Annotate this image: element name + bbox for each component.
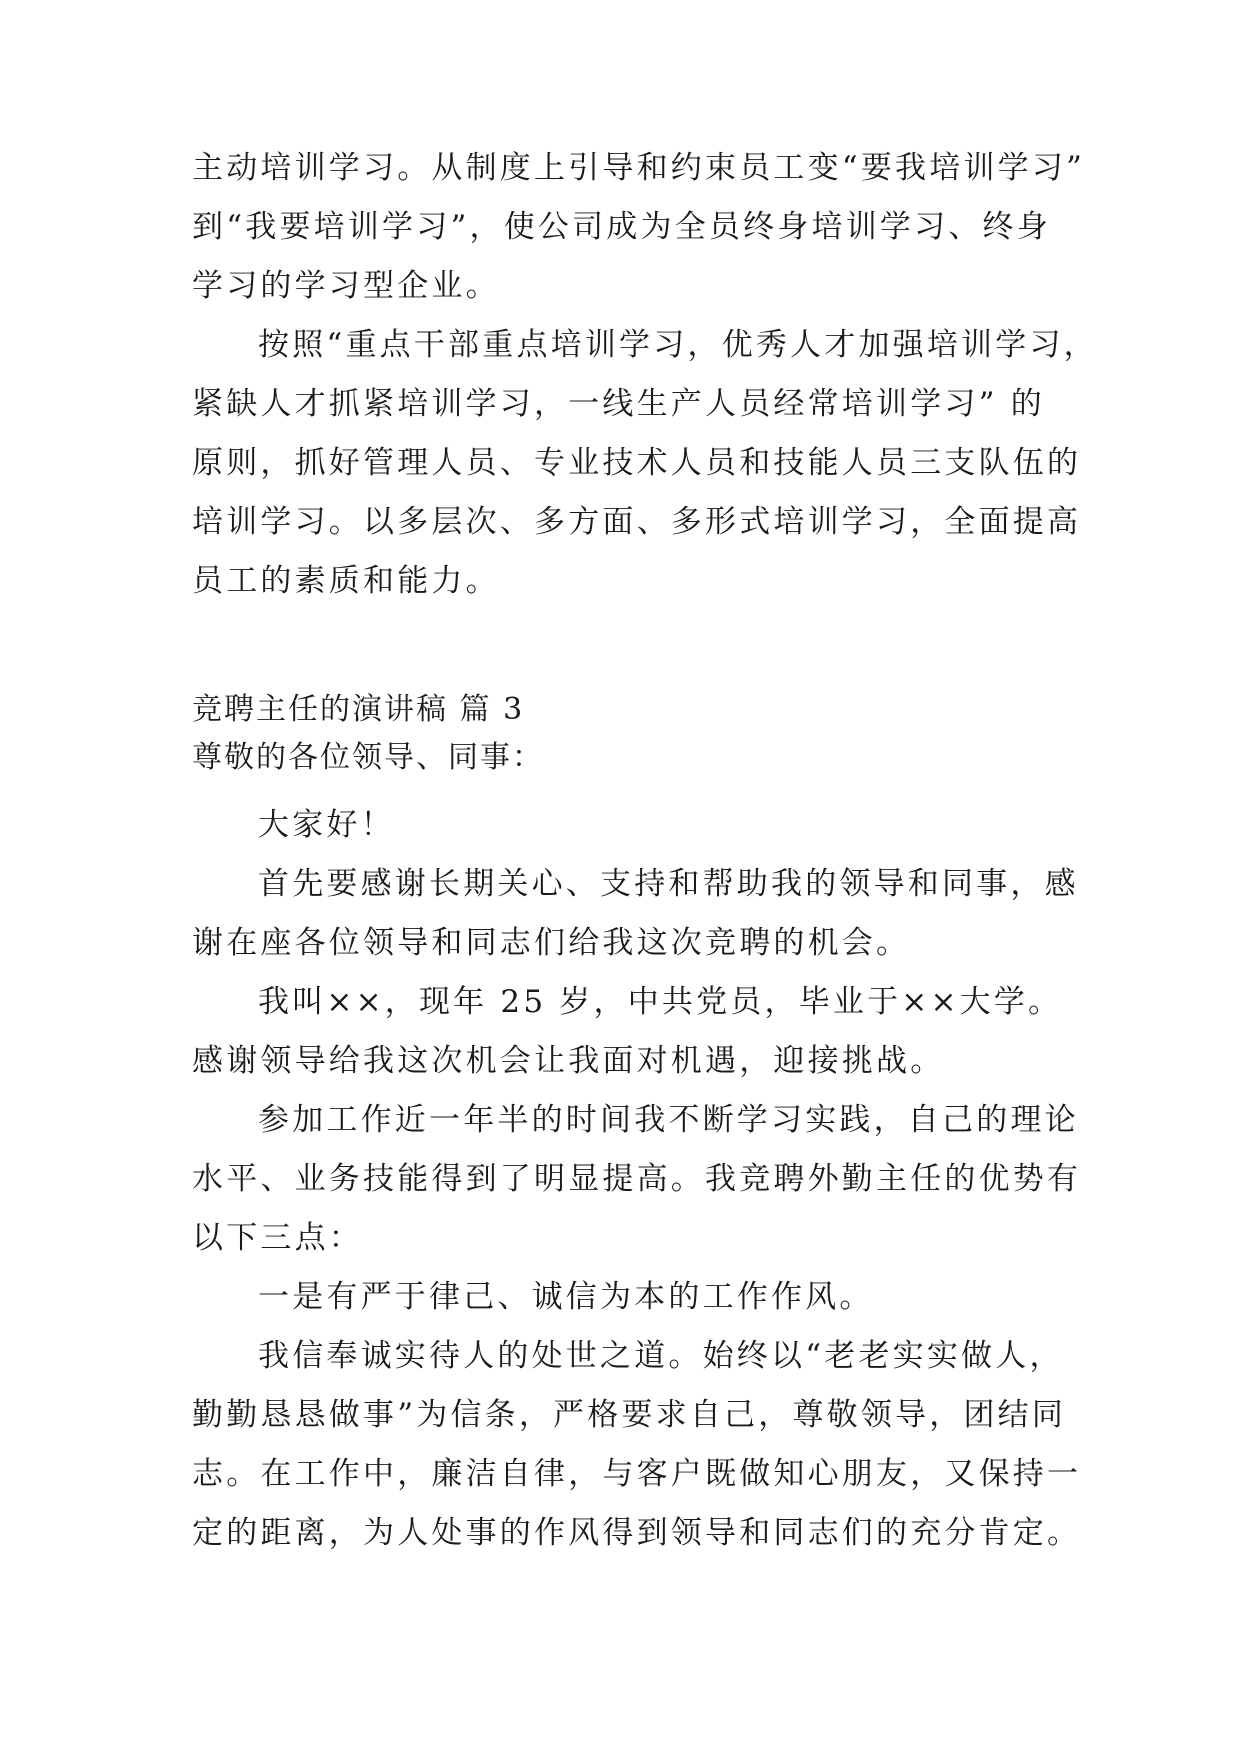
text-line: 紧缺人才抓紧培训学习，一线生产人员经常培训学习” 的: [192, 386, 1045, 422]
text-line: 勤勤恳恳做事”为信条，严格要求自己，尊敬领导，团结同: [192, 1397, 1067, 1433]
text-line: 学习的学习型企业。: [192, 268, 500, 304]
text-line: 培训学习。以多层次、多方面、多形式培训学习，全面提高: [192, 504, 1082, 540]
salutation: 尊敬的各位领导、同事：: [192, 740, 544, 775]
section-header: [192, 686, 1072, 782]
text-line: 志。在工作中，廉洁自律，与客户既做知心朋友，又保持一: [192, 1456, 1082, 1492]
text-line: 到“我要培训学习”，使公司成为全员终身培训学习、终身: [192, 209, 1051, 245]
section-title: 竞聘主任的演讲稿 篇 3: [192, 692, 525, 727]
text-line: 我叫××，现年 25 岁，中共党员，毕业于××大学。: [258, 984, 1063, 1020]
body-text-block: [192, 796, 1082, 1563]
text-line: 按照“重点干部重点培训学习，优秀人才加强培训学习，: [258, 327, 1098, 363]
text-line: 大家好！: [258, 807, 395, 843]
text-line: 参加工作近一年半的时间我不断学习实践，自己的理论: [258, 1102, 1079, 1138]
text-line: 原则，抓好管理人员、专业技术人员和技能人员三支队伍的: [192, 445, 1082, 481]
text-line: 主动培训学习。从制度上引导和约束员工变“要我培训学习”: [192, 150, 1086, 186]
text-line: 感谢领导给我这次机会让我面对机遇，迎接挑战。: [192, 1043, 945, 1079]
text-line: 以下三点：: [192, 1220, 363, 1256]
text-line: 首先要感谢长期关心、支持和帮助我的领导和同事，感: [258, 866, 1079, 902]
text-line: 谢在座各位领导和同志们给我这次竞聘的机会。: [192, 925, 911, 961]
text-line: 员工的素质和能力。: [192, 563, 500, 599]
text-line: 定的距离，为人处事的作风得到领导和同志们的充分肯定。: [192, 1515, 1082, 1551]
text-line: 我信奉诚实待人的处世之道。始终以“老老实实做人，: [258, 1338, 1064, 1374]
text-line: 水平、业务技能得到了明显提高。我竞聘外勤主任的优势有: [192, 1161, 1082, 1197]
top-text-block: [192, 139, 1098, 611]
text-line: 一是有严于律己、诚信为本的工作作风。: [258, 1279, 874, 1315]
